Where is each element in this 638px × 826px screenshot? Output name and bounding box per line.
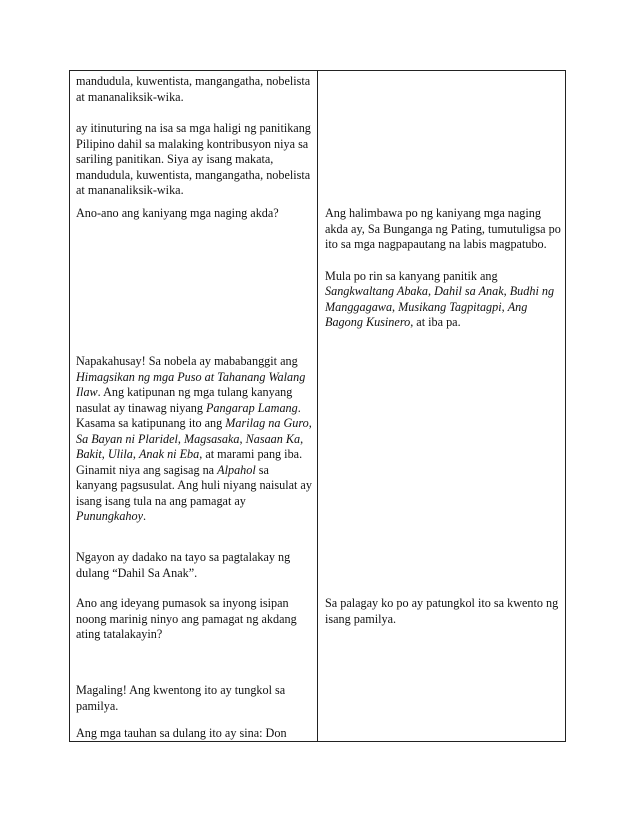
text: , <box>308 416 312 430</box>
answer-paragraph <box>325 269 561 331</box>
paragraph <box>76 354 312 525</box>
cell-left-question-works <box>76 206 312 222</box>
paragraph: mandudula, kuwentista, mangangatha, nobelista at mananaliksik-wika. <box>76 74 311 104</box>
text: . <box>143 509 147 523</box>
text: . Ang katipunan ng mga tulang kanyang nasulat ay tinawag niyang <box>76 385 293 415</box>
text: , <box>101 447 108 461</box>
work-title: Anak ni Eba <box>138 447 200 461</box>
text: , <box>428 284 435 298</box>
cell-left-intro <box>76 74 312 199</box>
text: , <box>503 284 510 298</box>
cell-left-praise <box>76 354 312 525</box>
cell-left-characters <box>76 683 312 742</box>
text: , <box>132 447 139 461</box>
text: . Kasama sa katipunang ito ang <box>76 400 301 430</box>
cell-right-answer-title <box>325 596 561 627</box>
paragraph: Ngayon ay dadako na tayo sa pagtalakay ng dulang “Dahil Sa Anak”. <box>76 550 291 580</box>
work-title: Alpahol <box>217 462 256 477</box>
question-text: Ano ang ideyang pumasok sa inyong isipan noong marinig ninyo ang pamagat ng akdang ating tatalakayin? <box>76 596 297 641</box>
question-text: Ano-ano ang kaniyang mga naging akda? <box>76 206 279 220</box>
answer-paragraph <box>325 206 561 253</box>
text: , <box>177 431 184 446</box>
paragraph: ay itinuturing na isa sa mga haligi ng panitikang Pilipino dahil sa malaking kontribusyon niya sa sariling panitikan. Siya ay isang makata, mandudula, kuwentista, mangangatha, nobelista at mananaliksik-wika. <box>76 121 311 197</box>
cell-right-answer-works <box>325 206 561 331</box>
text: , at marami pang iba. Ginamit niya ang sagisag na <box>76 447 303 477</box>
text: Napakahusay! Sa nobela ay mababanggit ang <box>76 354 298 368</box>
text: , <box>300 431 304 446</box>
cell-left-question-title <box>76 596 312 643</box>
work-title: Magsasaka <box>183 431 240 446</box>
paragraph: Magaling! Ang kwentong ito ay tungkol sa pamilya. <box>76 683 286 713</box>
cell-left-transition <box>76 550 312 581</box>
lesson-table <box>69 70 566 742</box>
text: , <box>501 299 508 314</box>
text: sa kanyang pagsusulat. Ang huli niyang naisulat ay isang isang tula na ang pamagat ay <box>76 462 312 508</box>
work-title: Sa Bayan ni Plaridel <box>76 431 178 446</box>
work-title: Dahil sa Anak <box>434 284 504 298</box>
column-divider <box>317 71 318 741</box>
work-title: Pangarap Lamang <box>205 400 298 415</box>
answer-text: Sa palagay ko po ay patungkol ito sa kwento ng isang pamilya. <box>325 596 559 626</box>
work-title: Bakit <box>76 447 102 461</box>
text: , <box>239 431 246 446</box>
work-title: Ulila <box>107 447 133 461</box>
work-title: Nasaan Ka <box>245 431 301 446</box>
paragraph: Ang mga tauhan sa dulang ito ay sina: Don <box>76 726 287 740</box>
work-title: Ang Bagong Kusinero <box>325 299 528 329</box>
text: , at iba pa. <box>410 315 461 329</box>
work-title: Punungkahoy <box>76 509 144 523</box>
work-title: Himagsikan ng mga Puso at Tahanang Walang Ilaw <box>76 369 306 399</box>
text: Mula po rin sa kanyang panitik ang <box>325 268 498 283</box>
work-title: Marilag na Guro <box>225 416 309 430</box>
work-title: Musikang Tagpitagpi <box>398 299 502 314</box>
work-title: Sangkwaltang Abaka <box>325 284 429 298</box>
work-title: Budhi ng Manggagawa <box>325 284 555 314</box>
answer-text: Ang halimbawa po ng kaniyang mga naging akda ay, Sa Bunganga ng Pating, tumutuligsa po ito sa mga nagpapautang na labis magpatubo. <box>325 206 561 251</box>
text: , <box>392 299 399 314</box>
